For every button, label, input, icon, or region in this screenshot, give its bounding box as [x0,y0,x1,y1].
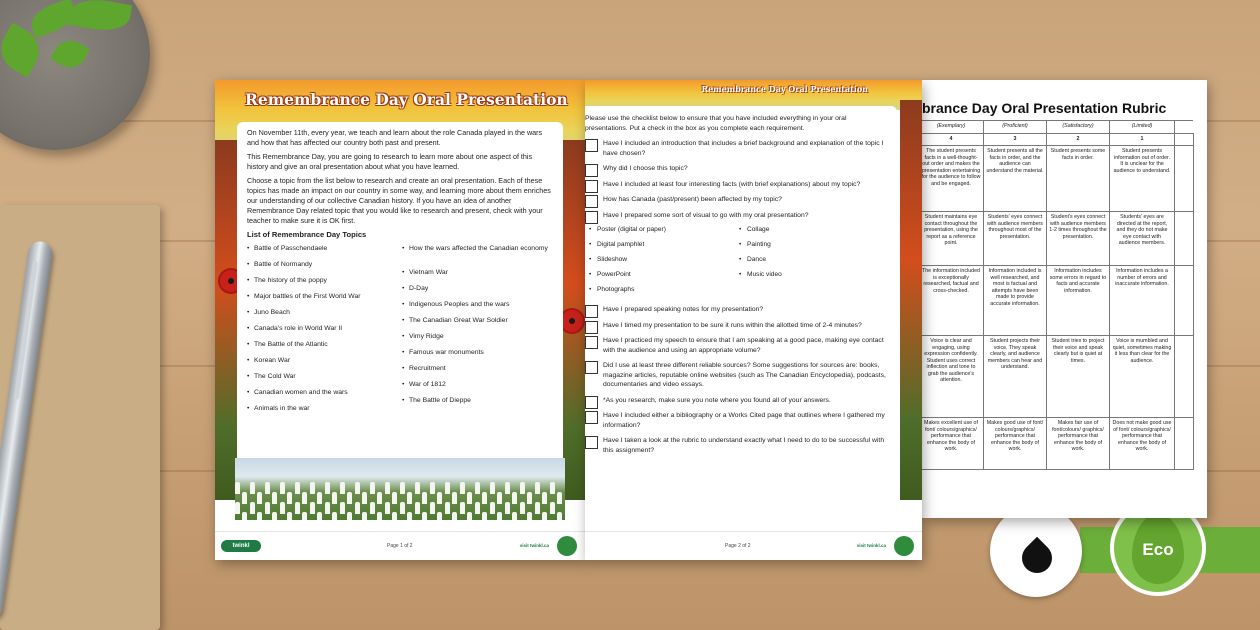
ink-drop-icon [1016,537,1058,579]
rubric-cell: Makes fair use of font/colours/ graphics/ performance that enhance the body of work. [1047,418,1110,470]
rubric-header: (Limited) [1110,121,1175,134]
rubric-cell: Student presents some facts in order. [1047,146,1110,212]
gravestone [265,482,270,494]
gravestone [250,502,255,514]
rubric-cell: Student projects their voice. They speak clearly, and audience members can hear and understand. [984,336,1047,418]
gravestone [535,502,540,514]
gravestone [310,502,315,514]
topic-item: • The Battle of the Atlantic [247,341,402,357]
intro-paragraph: Choose a topic from the list below to research and create an oral presentation. Each of these topics has made an impact on our country in some way, and learning more about them enriches our understanding of our collective Canadian history. If you have an idea of another Remembrance Day related topic that you would like to research and present, check with your teacher to make sure it is OK first. [247,176,551,225]
topic-item: • Juno Beach [247,309,402,325]
gravestone [512,492,517,504]
gravestone [542,492,547,504]
worksheet-page-1 [215,80,585,560]
checklist-item: Have I included at least four interesting facts (with brief explanations) about my topic? [585,180,889,190]
topic-item: • Korean War [247,357,402,373]
rubric-cell: Student presents all the facts in order, and the audience can understand the material. [984,146,1047,212]
gravestone [422,492,427,504]
topic-item: • The Battle of Dieppe [402,397,552,413]
visual-options [585,226,889,301]
topic-item: • Famous war monuments [402,349,552,365]
gravestone [452,512,457,520]
rubric-cell: Information included is well researched, and most is factual and attempts have been made to provide accurate information. [984,266,1047,336]
rubric-header: (Exemplary) [922,121,984,134]
visual-option: • Poster (digital or paper) [589,226,739,241]
gravestone [392,512,397,520]
gravestone [557,512,562,520]
checkbox[interactable] [585,321,598,334]
visual-option: • Digital pamphlet [589,241,739,256]
gravestone [415,502,420,514]
gravestone [550,502,555,514]
checkbox[interactable] [585,211,598,224]
checklist-item: How has Canada (past/present) been affected by my topic? [585,195,889,205]
visual-option: • Slideshow [589,256,739,271]
topic-item: • Vietnam War [402,269,552,285]
gravestone [467,512,472,520]
topic-item: • Battle of Normandy [247,261,402,277]
topic-item: • Vimy Ridge [402,333,552,349]
checklist-item: Have I prepared speaking notes for my presentation? [585,305,889,315]
checkbox[interactable] [585,361,598,374]
intro-paragraph: This Remembrance Day, you are going to research to learn more about one aspect of this history and give an oral presentation about what you have learned. [247,152,533,171]
eco-label: Eco [1142,540,1174,559]
gravestone [542,512,547,520]
gravestone [325,482,330,494]
gravestone [385,482,390,494]
ink-saving-badge [990,505,1082,597]
checklist-item: Have I prepared some sort of visual to go with my oral presentation? [585,211,889,221]
checklist-item: Why did I choose this topic? [585,164,889,174]
topic-item: • Indigenous Peoples and the wars [402,301,552,317]
gravestone [257,492,262,504]
gravestone [265,502,270,514]
rubric-cell: Student tries to project their voice and speak clearly but is quiet at times. [1047,336,1110,418]
gravestone [310,482,315,494]
rubric-cell: Students' eyes are directed at the report, and they do not make eye contact with audience members. [1110,212,1175,266]
checklist-card [585,106,897,526]
gravestone [347,512,352,520]
gravestone [475,502,480,514]
cemetery-photo [235,458,565,520]
gravestone [355,482,360,494]
topic-item: • Animals in the war [247,405,402,421]
gravestone [370,482,375,494]
topic-item: • Canadian women and the wars [247,389,402,405]
rubric-spacer [1175,336,1194,418]
visit-link: visit twinkl.ca [856,543,886,548]
topic-item: • Recruitment [402,365,552,381]
gravestone [497,492,502,504]
gravestone [520,482,525,494]
gravestone [392,492,397,504]
gravestone [520,502,525,514]
gravestone [295,482,300,494]
checkbox[interactable] [585,195,598,208]
gravestone [295,502,300,514]
rubric-cell: Student maintains eye contact throughout the presentation, using the report as a reference point. [922,212,984,266]
side-art [215,140,237,500]
rubric-cell: Makes excellent use of font/ colours/graphics/ performance that enhance the body of work. [922,418,984,470]
gravestone [242,492,247,504]
checkbox[interactable] [585,164,598,177]
gravestone [235,502,240,514]
checklist-item: Have I timed my presentation to be sure it runs within the allotted time of 2-4 minutes? [585,321,889,331]
visual-option: • Photographs [589,286,739,301]
topics-column-left [247,245,402,421]
gravestone [497,512,502,520]
checklist-item: Did I use at least three different reliable sources? Some suggestions for sources are: books, magazine articles, reputable online websites (such as The Canadian Encyclopedia), podcasts, documentaries and video essays. [585,361,889,390]
rubric-level: 3 [984,134,1047,146]
rubric-spacer [1175,146,1194,212]
topic-item: • The Cold War [247,373,402,389]
checkbox[interactable] [585,336,598,349]
rubric-cell: Information includes some errors in regard to facts and accurate information. [1047,266,1110,336]
gravestone [332,492,337,504]
gravestone [482,492,487,504]
checkbox[interactable] [585,139,598,152]
topics-list [247,245,553,421]
gravestone [407,512,412,520]
visit-link: visit twinkl.ca [519,543,549,548]
gravestone [370,502,375,514]
gravestone [332,512,337,520]
checklist-item: Have I included an introduction that includes a brief background and explanation of the topic I have chosen? [585,139,889,158]
checkbox[interactable] [585,180,598,193]
gravestone [422,512,427,520]
gravestone [257,512,262,520]
visual-option: • Painting [739,241,889,256]
topic-item: • The history of the poppy [247,277,402,293]
poppy [561,310,583,332]
gravestone [355,502,360,514]
gravestone [535,482,540,494]
gravestone [527,492,532,504]
checklist-item: Have I taken a look at the rubric to understand exactly what I need to do to be successful with this assignment? [585,436,889,455]
gravestone [430,482,435,494]
gravestone [250,482,255,494]
gravestone [475,482,480,494]
gravestone [460,482,465,494]
gravestone [415,482,420,494]
rubric-title: brance Day Oral Presentation Rubric [922,100,1167,116]
checklist-intro: Please use the checklist below to ensure that you have included everything in your oral presentations. Put a check in the box as you complete each requirement. [585,115,847,132]
quality-badge-icon [557,536,577,556]
gravestone [490,482,495,494]
visual-option: • Music video [739,271,889,286]
visual-option: • Collage [739,226,889,241]
rubric-level: 4 [922,134,984,146]
quality-badge-icon [894,536,914,556]
gravestone [452,492,457,504]
rubric-spacer [1175,266,1194,336]
gravestone [400,482,405,494]
gravestone [512,512,517,520]
rubric-level: 2 [1047,134,1110,146]
checklist-page [585,80,922,560]
topics-heading: List of Remembrance Day Topics [247,230,367,239]
gravestone [287,512,292,520]
topic-item: • How the wars affected the Canadian economy [402,245,552,269]
rubric-page [922,80,1207,518]
rubric-cell: Makes good use of font/ colours/graphics/ performance that enhance the body of work. [984,418,1047,470]
rubric-cell: Does not make good use of font/ colours/graphics/ performance that enhance the body of work. [1110,418,1175,470]
rubric-spacer [1175,134,1194,146]
gravestone [437,492,442,504]
gravestone [467,492,472,504]
page-number: Page 1 of 2 [387,543,413,549]
gravestone [377,492,382,504]
gravestone [527,512,532,520]
rubric-cell: Student presents information out of order. It is unclear for the audience to understand. [1110,146,1175,212]
checkbox[interactable] [585,305,598,318]
page-number: Page 2 of 2 [725,543,751,549]
gravestone [280,502,285,514]
gravestone [347,492,352,504]
rubric-spacer [1175,418,1194,470]
gravestone [407,492,412,504]
banner-title: Remembrance Day Oral Presentation [701,84,868,94]
visual-option: • PowerPoint [589,271,739,286]
rubric-spacer [1175,121,1194,134]
intro-paragraph: On November 11th, every year, we teach and learn about the role Canada played in the wars and how that has affected our country both past and present. [247,128,543,147]
gravestone [280,482,285,494]
gravestone [437,512,442,520]
gravestone [317,492,322,504]
topic-item: • Battle of Passchendaele [247,245,402,261]
checklist-item: *As you research, make sure you note where you found all of your answers. [585,396,889,406]
checkbox[interactable] [585,411,598,424]
gravestone [340,502,345,514]
topic-item: • Canada's role in World War II [247,325,402,341]
gravestone [362,492,367,504]
gravestone [557,492,562,504]
page-title: Remembrance Day Oral Presentation [245,90,568,109]
rubric-cell: The information included is exceptionally researched, factual and cross-checked. [922,266,984,336]
page-footer [215,531,585,560]
topic-item: • War of 1812 [402,381,552,397]
gravestone [505,482,510,494]
rubric-cell: Information includes a number of errors and inaccurate information. [1110,266,1175,336]
rubric-cell: Student's eyes connect with audience members 1-2 times throughout the presentation. [1047,212,1110,266]
checklist-item: Have I included either a bibliography or a Works Cited page that outlines where I gathered my information? [585,411,889,430]
rubric-cell: Students' eyes connect with audience members throughout most of the presentation. [984,212,1047,266]
gravestone [445,482,450,494]
gravestone [482,512,487,520]
gravestone [242,512,247,520]
side-art [900,100,922,500]
gravestone [235,482,240,494]
rubric-level: 1 [1110,134,1175,146]
gravestone [460,502,465,514]
gravestone [505,502,510,514]
gravestone [377,512,382,520]
gravestone [445,502,450,514]
rubric-spacer [1175,212,1194,266]
rubric-header: (Satisfactory) [1047,121,1110,134]
topic-item: • The Canadian Great War Soldier [402,317,552,333]
checkbox[interactable] [585,396,598,409]
twinkl-logo: twinkl [221,540,261,552]
page-footer [585,531,922,560]
gravestone [490,502,495,514]
rubric-cell: Voice is clear and engaging, using expression confidently. Student uses correct inflection and tone to grab the audience's attention. [922,336,984,418]
gravestone [430,502,435,514]
rubric-cell: The student presents facts in a well-thought-out order and makes the presentation entertaining for the audience to follow and be engaged. [922,146,984,212]
topic-item: • D-Day [402,285,552,301]
gravestone [272,492,277,504]
checkbox[interactable] [585,436,598,449]
gravestone [287,492,292,504]
gravestone [272,512,277,520]
gravestone [550,482,555,494]
gravestone [317,512,322,520]
gravestone [302,512,307,520]
rubric-table [922,120,1194,470]
visual-option: • Dance [739,256,889,271]
rubric-header: (Proficient) [984,121,1047,134]
gravestone [325,502,330,514]
gravestone [340,482,345,494]
rubric-cell: Voice is mumbled and quiet, sometimes making it less than clear for the audience. [1110,336,1175,418]
gravestone [385,502,390,514]
topics-column-right [402,245,552,421]
gravestone [302,492,307,504]
topic-item: • Major battles of the First World War [247,293,402,309]
gravestone [400,502,405,514]
checklist-item: Have I practiced my speech to ensure that I am speaking at a good pace, making eye contact with the audience and using an appropriate volume? [585,336,889,355]
gravestone [362,512,367,520]
